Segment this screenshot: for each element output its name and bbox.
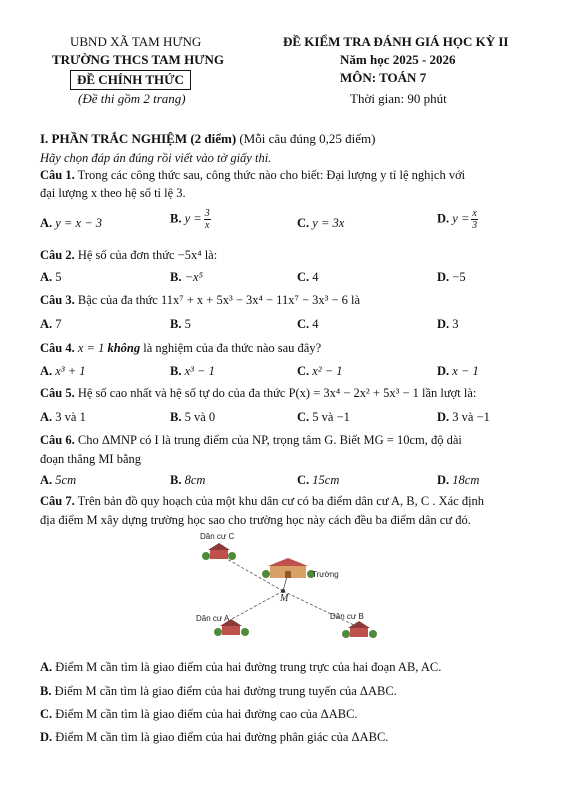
q7-option-a[interactable]: A. Điểm M cần tìm là giao điểm của hai đường trung trực của hai đoạn AB, AC. [40, 660, 442, 674]
question-7-text: Câu 7. Trên bản đồ quy hoạch của một khu dân cư có ba điểm dân cư A, B, C . Xác định [40, 494, 485, 508]
q1-option-b[interactable]: B. y = $\frac{3}{x}$ [170, 208, 210, 231]
agency-name: UBND XÃ TAM HƯNG [70, 34, 202, 49]
q2-option-d[interactable]: D. −5 [437, 270, 466, 284]
q5-option-d[interactable]: D. 3 và −1 [437, 410, 490, 424]
question-7-text-cont: địa điểm M xây dựng trường học sao cho trường học này cách đều ba điểm dân cư đó. [40, 513, 471, 527]
q2-option-b[interactable]: B. −x⁵ [170, 270, 203, 284]
q4-option-a[interactable]: A. x³ + 1 [40, 364, 86, 378]
q7-option-d[interactable]: D. Điểm M cần tìm là giao điểm của hai đường phân giác của ΔABC. [40, 730, 389, 744]
q5-option-c[interactable]: C. 5 và −1 [297, 410, 350, 424]
question-1-text: Câu 1. Trong các công thức sau, công thức nào cho biết: Đại lượng y tỉ lệ nghịch với [40, 168, 466, 182]
q2-option-a[interactable]: A. 5 [40, 270, 62, 284]
q6-option-a[interactable]: A. 5cm [40, 473, 77, 487]
q4-option-c[interactable]: C. x² − 1 [297, 364, 343, 378]
q1-option-c[interactable]: C. y = 3x [297, 216, 345, 230]
house-c-icon [202, 543, 236, 560]
question-4-text: Câu 4. x = 1 không là nghiệm của đa thức nào sau đây? [40, 341, 322, 355]
question-3-text: Câu 3. Bậc của đa thức 11x⁷ + x + 5x³ − 3x⁴ − 11x⁷ − 3x³ − 6 là [40, 293, 361, 307]
settlement-map [190, 528, 390, 660]
question-5-text: Câu 5. Hệ số cao nhất và hệ số tự do của đa thức P(x) = 3x⁴ − 2x² + 5x³ − 1 lần lượt là: [40, 386, 477, 400]
q5-option-b[interactable]: B. 5 và 0 [170, 410, 216, 424]
map-label-a: Dân cư A [196, 614, 230, 623]
school-year: Năm học 2025 - 2026 [340, 52, 456, 67]
question-1-text-cont: đại lượng x theo hệ số tỉ lệ 3. [40, 186, 186, 200]
line-m-to-a [230, 591, 283, 620]
school-name: TRƯỜNG THCS TAM HƯNG [52, 52, 225, 67]
question-6-text: Câu 6. Cho ΔMNP có I là trung điểm của NP, trọng tâm G. Biết MG = 10cm, độ dài [40, 433, 462, 447]
q3-option-b[interactable]: B. 5 [170, 317, 191, 331]
q6-option-d[interactable]: D. 18cm [437, 473, 480, 487]
house-b-icon [342, 621, 377, 638]
official-stamp: ĐỀ CHÍNH THỨC [70, 70, 191, 90]
map-label-school: Trường [312, 570, 339, 579]
subject: MÔN: TOÁN 7 [340, 70, 427, 85]
section-title: I. PHẦN TRẮC NGHIỆM (2 điểm) (Mỗi câu đúng 0,25 điểm) [40, 131, 376, 146]
q6-option-c[interactable]: C. 15cm [297, 473, 340, 487]
q6-option-b[interactable]: B. 8cm [170, 473, 206, 487]
q1-option-a[interactable]: A. y = x − 3 [40, 216, 102, 230]
duration: Thời gian: 90 phút [350, 91, 447, 106]
page-count-note: (Đề thi gồm 2 trang) [78, 91, 186, 106]
q4-option-b[interactable]: B. x³ − 1 [170, 364, 215, 378]
line-m-to-b [283, 591, 360, 628]
question-6-text-cont: đoạn thẳng MI bằng [40, 452, 142, 466]
exam-title: ĐỀ KIỂM TRA ĐÁNH GIÁ HỌC KỲ II [283, 34, 509, 49]
map-label-m: M [280, 593, 289, 604]
q5-option-a[interactable]: A. 3 và 1 [40, 410, 86, 424]
q3-option-a[interactable]: A. 7 [40, 317, 62, 331]
q7-option-c[interactable]: C. Điểm M cần tìm là giao điểm của hai đường cao của ΔABC. [40, 707, 358, 721]
map-label-c: Dân cư C [200, 532, 235, 541]
q2-option-c[interactable]: C. 4 [297, 270, 319, 284]
q4-option-d[interactable]: D. x − 1 [437, 364, 479, 378]
section-instruction: Hãy chọn đáp án đúng rồi viết vào tờ giấy thi. [40, 151, 272, 165]
q3-option-c[interactable]: C. 4 [297, 317, 319, 331]
q7-option-b[interactable]: B. Điểm M cần tìm là giao điểm của hai đường trung tuyến của ΔABC. [40, 684, 397, 698]
q3-option-d[interactable]: D. 3 [437, 317, 459, 331]
question-2-text: Câu 2. Hệ số của đơn thức −5x⁴ là: [40, 248, 218, 262]
q1-option-d[interactable]: D. y = $\frac{x}{3}$ [437, 208, 478, 231]
map-label-b: Dân cư B [330, 612, 364, 621]
school-icon [262, 558, 315, 578]
